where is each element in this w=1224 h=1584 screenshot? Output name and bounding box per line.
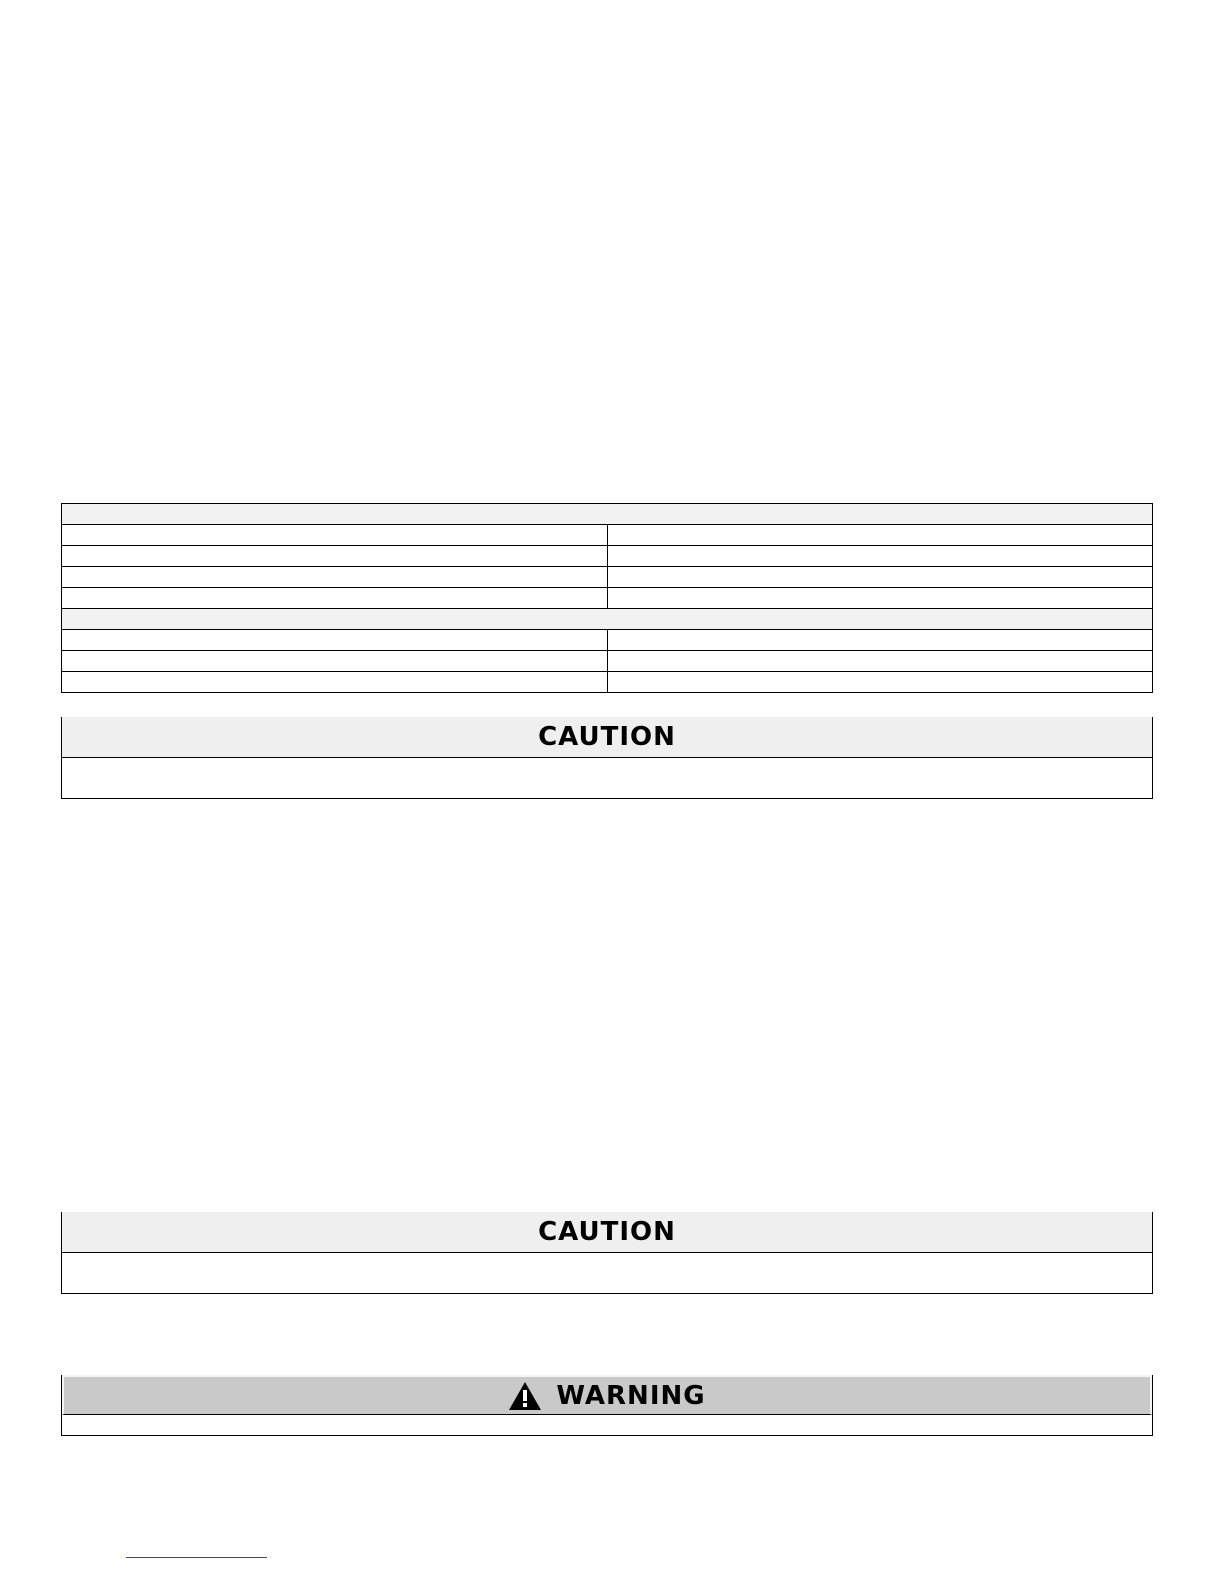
table-cell-left — [62, 588, 608, 609]
table-cell-right — [607, 630, 1153, 651]
table-cell-left — [62, 546, 608, 567]
warning-triangle-icon — [508, 1381, 542, 1411]
table-cell-right — [607, 525, 1153, 546]
table-row — [62, 588, 1153, 609]
caution-notice — [61, 717, 1153, 799]
caution-header — [62, 1212, 1152, 1253]
spec-table — [61, 503, 1153, 693]
table-cell-left — [62, 525, 608, 546]
table-cell-left — [62, 651, 608, 672]
footer-link-underline — [126, 1557, 267, 1558]
table-cell-right — [607, 588, 1153, 609]
table-row — [62, 630, 1153, 651]
caution-body — [62, 1253, 1152, 1293]
table-cell-right — [607, 651, 1153, 672]
warning-title: WARNING — [556, 1380, 706, 1411]
table-row — [62, 651, 1153, 672]
caution-title: CAUTION — [538, 722, 676, 752]
table-section-row — [62, 609, 1153, 630]
table-row — [62, 525, 1153, 546]
table-section-row — [62, 504, 1153, 525]
table-cell-right — [607, 567, 1153, 588]
table-section-cell — [62, 504, 1153, 525]
table-row — [62, 567, 1153, 588]
warning-header — [62, 1375, 1152, 1415]
caution-body — [62, 758, 1152, 798]
caution-notice — [61, 1212, 1153, 1294]
warning-notice — [61, 1375, 1153, 1436]
table-section-cell — [62, 609, 1153, 630]
caution-title: CAUTION — [538, 1217, 676, 1247]
table-cell-left — [62, 672, 608, 693]
table-cell-left — [62, 567, 608, 588]
table-cell-left — [62, 630, 608, 651]
table-row — [62, 546, 1153, 567]
table-cell-right — [607, 672, 1153, 693]
warning-body — [62, 1415, 1152, 1435]
table-cell-right — [607, 546, 1153, 567]
caution-header — [62, 717, 1152, 758]
table-row — [62, 672, 1153, 693]
